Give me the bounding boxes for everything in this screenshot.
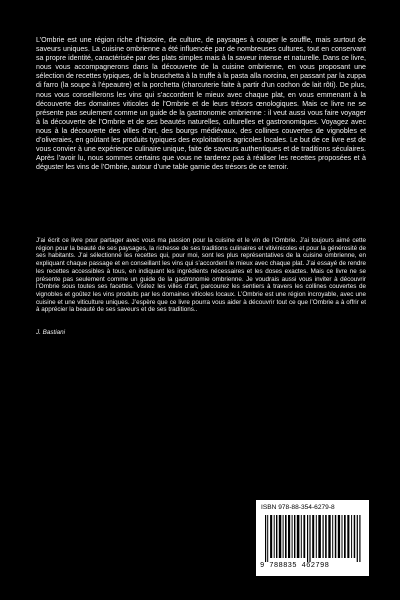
author-note: J’ai écrit ce livre pour partager avec vous ma passion pour la cuisine et le vin de l’Ombrie. J’ai toujours aimé cette région pour la beauté de ses paysages, la richesse de ses traditions culinaires et vitivinicoles et pour la générosité de ses habitants. J’ai sélectionné les recettes qui, pour moi, sont les plus représentatives de la cuisine ombrienne, en expliquant chaque passage et en conseillant les vins qui s’accordent le mieux avec chaque plat. J’ai essayé de rendre les recettes accessibles à tous, en indiquant les ingrédients nécessaires et les doses exactes. Mais ce livre ne se présente pas seulement comme un guide de la gastronomie ombrienne. Je voudrais aussi vous inviter à découvrir l’Ombrie sous toutes ses facettes. Visitez les villes d’art, parcourez les sentiers à travers les collines couvertes de vignobles et goûtez les vins produits par les domaines viticoles locaux. L’Ombrie est une région incroyable, avec une cuisine et une viticulture uniques. J’espère que ce livre pourra vous aider à découvrir tout ce que l’Ombrie a à offrir et à apprécier la beauté de ses saveurs et de ses traditions.. [36,237,366,314]
book-description: L’Ombrie est une région riche d’histoire, de culture, de paysages à couper le souffle, mais surtout de saveurs uniques. La cuisine ombrienne a été influencée par de nombreuses cultures, tout en conservant sa propre identité, caractérisée par des plats simples mais à la saveur intense et naturelle. Dans ce livre, nous vous accompagnerons dans la découverte de la cuisine ombrienne, en vous proposant une sélection de recettes typiques, de la bruschetta à la truffe à la pasta alla norcina, en passant par la zuppa di farro (la soupe à l’épeautre) et la porchetta (charcuterie faite à partir d’un cochon de lait rôti). De plus, nous vous conseillerons les vins qui s’accordent le mieux avec chaque plat, en vous emmenant à la découverte des domaines viticoles de l’Ombrie et de leurs trésors œnologiques. Mais ce livre ne se présente pas seulement comme un guide de la gastronomie ombrienne : il veut aussi vous faire voyager à la découverte de l’Ombrie et de ses beautés naturelles, culturelles et gastronomiques. Voyagez avec nous à la découverte des villes d’art, des bourgs médiévaux, des collines couvertes de vignobles et d’oliveraies, en goûtant les produits typiques des exploitations agricoles locales. Le but de ce livre est de vous convier à une expérience culinaire unique, faite de saveurs authentiques et de traditions séculaires. Après l’avoir lu, nous sommes certains que vous ne tarderez pas à réaliser les recettes proposées et à déguster les vins de l’Ombrie, autour d’une table garnie des trésors de ce terroir. [36,36,366,172]
isbn-label: ISBN 978-88-354-6279-8 [261,504,335,511]
barcode-digits: 9 788835 462798 [260,562,330,570]
author-signature: J. Bastiani [36,329,66,336]
barcode-graphic [265,515,362,562]
isbn-barcode-box [256,500,369,576]
